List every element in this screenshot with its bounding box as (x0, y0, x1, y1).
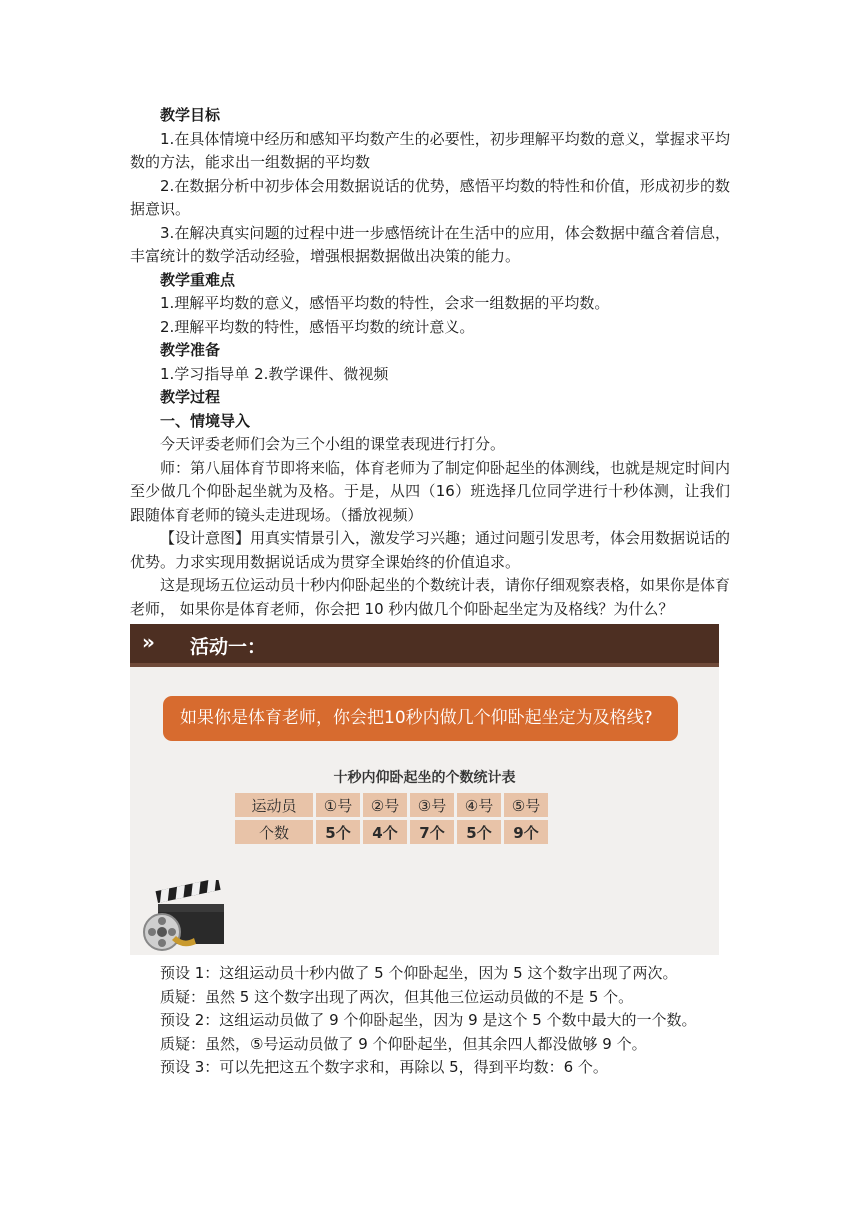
heading-preparation: 教学准备 (160, 341, 221, 359)
film-clapper-icon (138, 880, 228, 952)
heading-teaching-goals: 教学目标 (160, 106, 221, 124)
table-cell: 4个 (363, 820, 407, 844)
table-cell: ②号 (363, 793, 407, 817)
table-cell: 运动员 (235, 793, 313, 817)
intro-paragraph-1: 今天评委老师们会为三个小组的课堂表现进行打分。 (160, 435, 506, 453)
goal-3: 3.在解决真实问题的过程中进一步感悟统计在生活中的应用，体会数据中蕴含着信息，丰富统计的数学活动经验，增强根据数据做出决策的能力。 (130, 223, 730, 265)
table-cell: 7个 (410, 820, 454, 844)
double-chevron-icon: » (142, 630, 151, 654)
heading-situation-intro: 一、情境导入 (160, 411, 251, 430)
table-cell: ③号 (410, 793, 454, 817)
table-intro-paragraph: 这是现场五位运动员十秒内仰卧起坐的个数统计表，请你仔细观察表格，如果你是体育老师， 如果你是体育老师，你会把 10 秒内做几个仰卧起坐定为及格线？为什么？ (130, 576, 731, 618)
situp-count-table (232, 790, 551, 847)
lesson-plan-bottom (130, 962, 730, 1080)
key-point-1: 1.理解平均数的意义，感悟平均数的特性，会求一组数据的平均数。 (160, 294, 610, 312)
slide-title: 活动一： (190, 636, 267, 658)
table-cell: ⑤号 (504, 793, 548, 817)
question-2: 质疑：虽然，⑤号运动员做了 9 个仰卧起坐，但其余四人都没做够 9 个。 (160, 1034, 647, 1053)
table-cell: 5个 (316, 820, 360, 844)
table-cell: 5个 (457, 820, 501, 844)
goal-1: 1.在具体情境中经历和感知平均数产生的必要性，初步理解平均数的意义，掌握求平均数的方法，能求出一组数据的平均数 (130, 129, 730, 171)
stat-table-title: 十秒内仰卧起坐的个数统计表 (333, 770, 516, 786)
preset-2: 预设 2：这组运动员做了 9 个仰卧起坐，因为 9 是这个 5 个数中最大的一个数。 (160, 1011, 697, 1029)
table-cell: 9个 (504, 820, 548, 844)
goal-2: 2.在数据分析中初步体会用数据说话的优势，感悟平均数的特性和价值，形成初步的数据意识。 (130, 176, 730, 218)
table-row (235, 820, 548, 844)
preparation-text: 1.学习指导单 2.教学课件、微视频 (160, 364, 389, 383)
heading-key-points: 教学重难点 (160, 270, 236, 289)
intro-paragraph-2: 师：第八届体育节即将来临，体育老师为了制定仰卧起坐的体测线，也就是规定时间内至少做几个仰卧起坐就为及格。于是，从四（16）班选择几位同学进行十秒体测，让我们跟随体育老师的镜头走进现场。（播放视频） (130, 458, 731, 524)
activity-slide-image (130, 624, 719, 955)
preset-1: 预设 1：这组运动员十秒内做了 5 个仰卧起坐，因为 5 这个数字出现了两次。 (160, 964, 678, 982)
table-header-row (235, 793, 548, 817)
question-banner: 如果你是体育老师，你会把10秒内做几个仰卧起坐定为及格线? (163, 696, 678, 741)
key-point-2: 2.理解平均数的特性，感悟平均数的统计意义。 (160, 317, 475, 336)
heading-teaching-process: 教学过程 (160, 388, 221, 406)
design-intent-paragraph: 【设计意图】用真实情景引入，激发学习兴趣；通过问题引发思考，体会用数据说话的优势。力求实现用数据说话成为贯穿全课始终的价值追求。 (130, 529, 731, 571)
table-cell: 个数 (235, 820, 313, 844)
preset-3: 预设 3：可以先把这五个数字求和，再除以 5，得到平均数：6 个。 (160, 1058, 608, 1076)
table-cell: ①号 (316, 793, 360, 817)
question-1: 质疑：虽然 5 这个数字出现了两次，但其他三位运动员做的不是 5 个。 (160, 987, 634, 1006)
lesson-plan-top (130, 104, 730, 621)
table-cell: ④号 (457, 793, 501, 817)
slide-header-bar (130, 624, 719, 667)
